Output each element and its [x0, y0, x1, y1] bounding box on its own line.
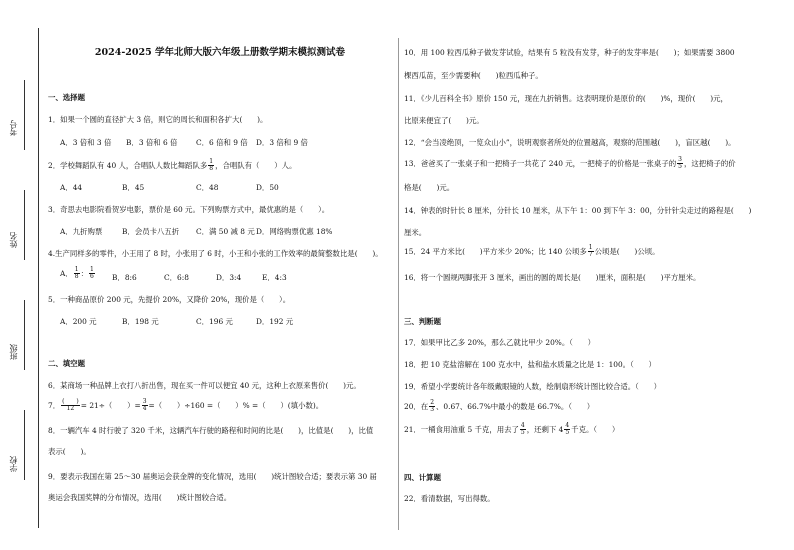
- q7-frac2-num: 3: [142, 398, 147, 405]
- question-8-line-1: 8．一辆汽车 4 时行驶了 320 千米，这辆汽车行驶的路程和时间的比是( )，比值是( )，比值: [48, 426, 374, 435]
- question-11-line-1: 11．《少儿百科全书》原价 150 元，现在九折销售。这表明现价是原价的( )%，现价( )元，: [404, 94, 728, 103]
- q3-option-c: C．满 50 减 8 元: [196, 227, 255, 236]
- q21-fraction-1: [520, 423, 526, 437]
- q20-frac-num: 2: [430, 399, 435, 406]
- q1-option-c: C．6 倍和 9 倍: [196, 138, 248, 147]
- q2-text-b: ，合唱队有（ ）人。: [215, 160, 297, 170]
- question-2: [48, 159, 296, 173]
- q5-option-a: A．200 元: [60, 317, 97, 326]
- section-fill-heading: 二、填空题: [48, 359, 85, 368]
- question-4: 4.生产同样多的零件，小王用了 8 时，小张用了 6 时，小王和小张的工作效率的最简整数比是( )。: [48, 249, 383, 258]
- q4-frac2-num: 1: [89, 266, 94, 273]
- q1-option-b: B．3 倍和 6 倍: [126, 138, 178, 147]
- question-13-line-2: 格是( )元。: [404, 183, 455, 192]
- q5-option-c: C．196 元: [196, 317, 233, 326]
- question-16: 16．将一个圆规两脚张开 3 厘米，画出的圆的周长是( )厘米，面积是( )平方厘米。: [404, 273, 701, 282]
- q21-text-a: 21．一桶食用油重 5 千克，用去了: [404, 424, 519, 434]
- question-21: [404, 423, 619, 437]
- sidebar-label-school: 学校: [9, 456, 18, 472]
- question-12: 12．“会当凌绝顶，一览众山小”，说明观察者所处的位置越高，观察的范围越( )，盲区越( )。: [404, 138, 736, 147]
- q20-text-b: 、0.67、66.7%中最小的数是 66.7%。（ ）: [436, 401, 595, 411]
- q2-option-d: D．50: [256, 183, 279, 192]
- q3-option-b: B．会员卡八五折: [122, 227, 180, 236]
- q15-text-a: 15．24 平方米比( )平方米少 20%；比 140 公顷多: [404, 246, 587, 256]
- q4-option-e: E．4:3: [262, 273, 287, 282]
- question-13-line-1: [404, 157, 736, 171]
- q7-frac1-den: 12: [66, 405, 75, 413]
- exam-number-field[interactable]: [24, 80, 25, 150]
- section-judge-heading: 三、判断题: [404, 317, 441, 326]
- q21-frac2-den: 5: [565, 429, 570, 437]
- q4-option-a-colon: ：: [80, 268, 88, 278]
- q13-fraction: [677, 157, 683, 171]
- question-7: [48, 399, 323, 413]
- q2-option-a: A．44: [60, 183, 83, 192]
- q21-text-b: ，还剩下 4: [526, 424, 564, 434]
- q15-text-b: 公顷是( )公顷。: [594, 246, 660, 256]
- question-20: [404, 400, 594, 414]
- q20-fraction: [429, 400, 435, 414]
- q4-frac1-den: 8: [74, 273, 79, 281]
- question-18: 18．把 10 克盐溶解在 100 克水中，盐和盐水质量之比是 1：100。（ ）: [404, 360, 656, 369]
- q3-option-a: A．九折购票: [60, 227, 103, 236]
- class-field[interactable]: [24, 300, 25, 370]
- q5-option-d: D．192 元: [256, 317, 294, 326]
- q15-frac-num: 1: [588, 244, 593, 251]
- q20-frac-den: 3: [430, 406, 435, 414]
- binding-sidebar: [0, 0, 40, 550]
- q1-option-a: A．3 倍和 3 倍: [60, 138, 112, 147]
- q7-fraction-2: [142, 399, 148, 413]
- q2-frac-num: 1: [209, 158, 214, 165]
- question-5: 5．一种商品原价 200 元，先提价 20%，又降价 20%，现价是（ ）。: [48, 295, 291, 304]
- school-field[interactable]: [24, 410, 25, 480]
- binding-line: [38, 28, 39, 528]
- q4-option-c: C．6:8: [164, 273, 189, 282]
- q7-rest: =（ ）÷160 =（ ）% =（ ）(填小数)。: [148, 400, 324, 410]
- q4-option-b: B．8:6: [112, 273, 137, 282]
- question-10-line-1: 10．用 100 粒西瓜种子做发芽试验，结果有 5 粒没有发芽，种子的发芽率是( )；如果需要 3800: [404, 48, 735, 57]
- q4-option-a-frac2: [89, 267, 95, 281]
- question-3: 3．奇思去电影院看贺岁电影，票价是 60 元。下列购票方式中，最优惠的是（ ）。: [48, 205, 330, 214]
- q2-text-a: 2．学校舞蹈队有 40 人，合唱队人数比舞蹈队多: [48, 160, 208, 170]
- question-9-line-2: 奥运会我国奖牌的分布情况，选用( )统计图较合适。: [48, 493, 232, 502]
- page-title: 2024-2025 学年北师大版六年级上册数学期末模拟测试卷: [94, 47, 346, 58]
- question-9-line-1: 9．要表示我国在第 25～30 届奥运会获金牌的变化情况，选用( )统计图较合适；要表示第 30 届: [48, 472, 377, 481]
- q15-frac-den: 7: [588, 251, 593, 259]
- question-14-line-2: 厘米。: [404, 228, 427, 237]
- q7-frac2-den: 4: [142, 405, 147, 413]
- q7-fraction-1: [61, 399, 80, 413]
- q7-mid: = 21÷（ ）=: [80, 400, 141, 410]
- q13-text-b: ，这把椅子的价: [683, 158, 736, 168]
- question-1: 1．如果一个圆的直径扩大 3 倍，则它的周长和面积各扩大( )。: [48, 115, 268, 124]
- question-8-line-2: 表示( )。: [48, 447, 91, 456]
- q21-fraction-2: [564, 423, 570, 437]
- question-6: 6．某商场一种品牌上衣打八折出售，现在买一件可以便宜 40 元，这种上衣原来售价( )元。: [48, 381, 361, 390]
- q15-fraction: [588, 245, 594, 259]
- q13-frac-num: 3: [678, 156, 682, 163]
- q3-option-d: D．网络购票优惠 18%: [256, 227, 333, 236]
- q13-frac-den: 5: [678, 163, 682, 171]
- q4-option-a-prefix: A．: [60, 268, 73, 278]
- q7-frac1-num: ( ): [62, 398, 79, 405]
- question-15: [404, 245, 660, 259]
- q4-option-a-frac1: [74, 267, 80, 281]
- q5-option-b: B．198 元: [122, 317, 159, 326]
- q21-frac1-num: 4: [520, 422, 525, 429]
- q2-fraction: [208, 159, 214, 173]
- question-14-line-1: 14．钟表的时针长 8 厘米，分针长 10 厘米，从下午 1：00 到下午 3：00，分针针尖走过的路程是( ): [404, 206, 752, 215]
- column-divider: [398, 38, 399, 530]
- question-11-line-2: 比原来便宜了( )元。: [404, 116, 484, 125]
- question-22: 22．看清数据，写出得数。: [404, 494, 495, 503]
- question-17: 17．如果甲比乙多 20%，那么乙就比甲少 20%。（ ）: [404, 338, 596, 347]
- question-10-line-2: 棵西瓜苗，至少需要种( )粒西瓜种子。: [404, 71, 543, 80]
- q4-frac1-num: 1: [74, 266, 79, 273]
- q4-option-d: D．3:4: [216, 273, 242, 282]
- q21-text-c: 千克。（ ）: [571, 424, 620, 434]
- q1-option-d: D．3 倍和 9 倍: [256, 138, 308, 147]
- section-choice-heading: 一、选择题: [48, 93, 85, 102]
- q21-frac1-den: 5: [520, 429, 525, 437]
- sidebar-label-class: 班级: [9, 344, 18, 360]
- q2-option-c: C．48: [196, 183, 219, 192]
- q21-frac2-num: 4: [565, 422, 570, 429]
- sidebar-label-exam-number: 考号: [9, 120, 18, 136]
- section-calc-heading: 四、计算题: [404, 473, 441, 482]
- question-19: 19．希望小学要统计各年级戴眼镜的人数，绘制扇形统计图比较合适。（ ）: [404, 382, 661, 391]
- q4-frac2-den: 6: [89, 273, 94, 281]
- q7-prefix: 7．: [48, 400, 61, 410]
- q4-option-a: [60, 267, 96, 281]
- q20-text-a: 20．在: [404, 401, 429, 411]
- q2-frac-den: 8: [209, 165, 214, 173]
- q13-text-a: 13．爸爸买了一张桌子和一把椅子一共花了 240 元，一把椅子的价格是一张桌子的: [404, 158, 677, 168]
- sidebar-label-name: 姓名: [9, 232, 18, 248]
- name-field[interactable]: [24, 190, 25, 260]
- q2-option-b: B．45: [122, 183, 145, 192]
